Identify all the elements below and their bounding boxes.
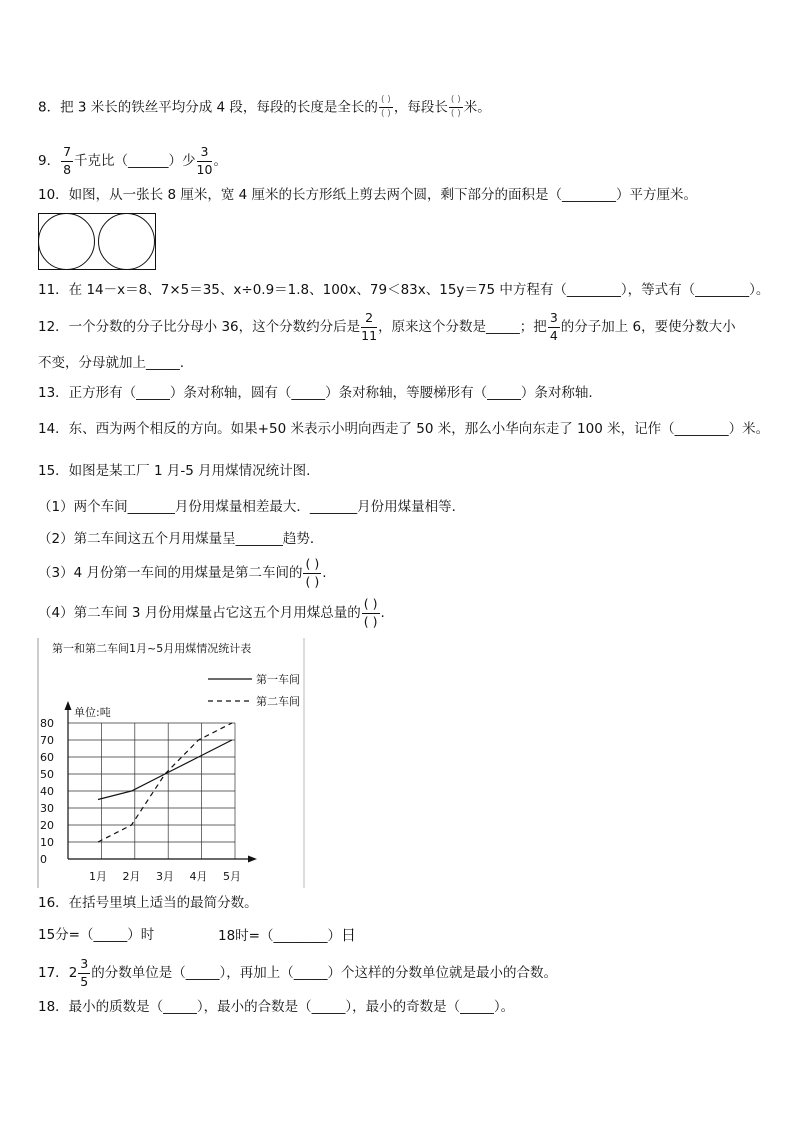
q8-frac1-den: ( ) <box>380 109 391 119</box>
q17-fraction <box>78 958 90 988</box>
question-13: 13．正方形有（_____）条对称轴，圆有（_____）条对称轴，等腰梯形有（_____）条对称轴. <box>38 385 593 401</box>
q9-mid: 千克比（______）少 <box>74 153 196 169</box>
q17-whole: 2 <box>68 965 78 981</box>
question-15-part-1: （1）两个车间_______月份用煤量相差最大．_______月份用煤量相等． <box>38 499 466 515</box>
y-tick-label: 0 <box>40 853 47 866</box>
question-15-part-4 <box>38 598 385 628</box>
question-15-part-2: （2）第二车间这五个月用煤量呈_______趋势． <box>38 531 324 547</box>
question-14: 14．东、西为两个相反的方向。如果+50 米表示小明向西走了 50 米，那么小华向东走了 100 米，记作（________）米。 <box>38 421 770 437</box>
chart-title: 第一和第二车间1月~5月用煤情况统计表 <box>52 642 252 655</box>
q17-frac-den: 5 <box>80 973 89 989</box>
chart-y-unit-label: 单位:吨 <box>74 706 111 719</box>
q8-fraction-blank-2 <box>449 96 463 119</box>
question-10: 10．如图，从一张长 8 厘米，宽 4 厘米的长方形纸上剪去两个圆，剩下部分的面积是（________）平方厘米。 <box>38 187 698 203</box>
q9-fraction-2 <box>197 146 213 176</box>
circle-left <box>38 213 95 270</box>
question-15-part-3 <box>38 558 327 588</box>
y-tick-label: 70 <box>40 734 54 747</box>
q12-fraction-2 <box>548 312 560 342</box>
chart-y-tick-labels <box>40 717 54 866</box>
q15-s3-den: ( ) <box>305 573 320 589</box>
q12-frac1-den: 11 <box>361 327 378 343</box>
q8-frac2-num: ( ) <box>449 96 463 108</box>
question-12-line-2: 不变，分母就加上_____. <box>38 355 185 371</box>
question-15-intro: 15．如图是某工厂 1 月-5 月用煤情况统计图. <box>38 463 311 479</box>
y-tick-label: 60 <box>40 751 54 764</box>
series-line-workshop-2 <box>98 723 232 842</box>
q9-frac1-num: 7 <box>61 146 73 162</box>
question-16-right <box>218 925 356 946</box>
y-tick-label: 50 <box>40 768 54 781</box>
y-tick-label: 40 <box>40 785 54 798</box>
q8-frac1-num: ( ) <box>379 96 393 108</box>
x-axis-arrow <box>248 856 257 863</box>
q9-fraction-1 <box>61 146 73 176</box>
question-16-left: 15分=（_____）时 <box>38 927 155 943</box>
y-axis-arrow <box>65 701 72 710</box>
q8-mid: ，每段长 <box>393 99 448 116</box>
q15-s4-prefix: （4）第二车间 3 月份用煤量占它这五个月用煤总量的 <box>38 605 361 621</box>
question-17 <box>38 958 557 988</box>
question-11: 11．在 14－x＝8、7×5＝35、x÷0.9＝1.8、100x、79＜83x、15y＝75 中方程有（________），等式有（________）。 <box>38 282 770 298</box>
q17-prefix: 17． <box>38 965 69 981</box>
x-tick-label: 1月 <box>89 870 107 883</box>
q12-frac2-den: 4 <box>549 327 558 343</box>
x-tick-label: 5月 <box>223 870 241 883</box>
chart-x-tick-labels <box>89 870 241 883</box>
q12-prefix: 12．一个分数的分子比分母小 36，这个分数约分后是 <box>38 319 361 335</box>
q12-suffix: 的分子加上 6，要使分数大小 <box>560 319 736 335</box>
q8-suffix: 米。 <box>463 99 491 116</box>
q9-prefix: 9． <box>38 153 61 169</box>
x-tick-label: 3月 <box>156 870 174 883</box>
question-18: 18．最小的质数是（_____），最小的合数是（_____），最小的奇数是（_____）。 <box>38 999 515 1015</box>
y-tick-label: 10 <box>40 836 54 849</box>
chart-legend <box>208 672 300 708</box>
q17-frac-num: 3 <box>78 958 90 974</box>
question-9 <box>38 146 227 176</box>
y-tick-label: 80 <box>40 717 54 730</box>
circle-right <box>98 213 155 270</box>
q15-s3-num: ( ) <box>303 558 321 574</box>
q15-s3-suffix: . <box>322 565 327 581</box>
q9-frac2-den: 10 <box>196 161 213 177</box>
coal-usage-line-chart <box>30 638 310 888</box>
q15-s4-suffix: . <box>380 605 385 621</box>
chart-axes <box>65 701 258 863</box>
question-8 <box>38 96 491 119</box>
q15-s4-fraction-blank <box>362 598 380 628</box>
chart-grid <box>68 723 235 859</box>
q15-s4-den: ( ) <box>363 613 378 629</box>
q15-s4-num: ( ) <box>362 598 380 614</box>
x-tick-label: 4月 <box>189 870 208 883</box>
series-line-workshop-1 <box>98 740 232 800</box>
chart-series <box>98 723 232 842</box>
x-tick-label: 2月 <box>122 870 141 883</box>
q12-frac2-num: 3 <box>548 312 560 328</box>
q16-right-prefix: 18时=（________） <box>218 928 341 944</box>
q8-fraction-blank-1 <box>379 96 393 119</box>
q8-frac2-den: ( ) <box>450 109 461 119</box>
legend-label: 第二车间 <box>256 695 300 708</box>
q9-frac2-num: 3 <box>197 146 213 162</box>
q17-suffix: 的分数单位是（_____），再加上（_____）个这样的分数单位就是最小的合数。 <box>91 965 557 981</box>
q15-s3-fraction-blank <box>303 558 321 588</box>
q8-prefix: 8．把 3 米长的铁丝平均分成 4 段，每段的长度是全长的 <box>38 99 378 116</box>
q9-frac1-den: 8 <box>63 161 72 177</box>
y-tick-label: 30 <box>40 802 54 815</box>
legend-label: 第一车间 <box>256 673 300 686</box>
q12-mid: ，原来这个分数是_____；把 <box>378 319 547 335</box>
y-tick-label: 20 <box>40 819 54 832</box>
q12-fraction-1 <box>361 312 377 342</box>
q16-right-unit: 日 <box>341 926 357 944</box>
rectangle-with-two-circles-figure <box>38 213 156 270</box>
q15-s3-prefix: （3）4 月份第一车间的用煤量是第二车间的 <box>38 565 303 581</box>
q9-suffix: 。 <box>213 153 227 169</box>
question-12 <box>38 312 736 342</box>
question-16: 16．在括号里填上适当的最简分数。 <box>38 895 258 911</box>
q12-frac1-num: 2 <box>361 312 377 328</box>
